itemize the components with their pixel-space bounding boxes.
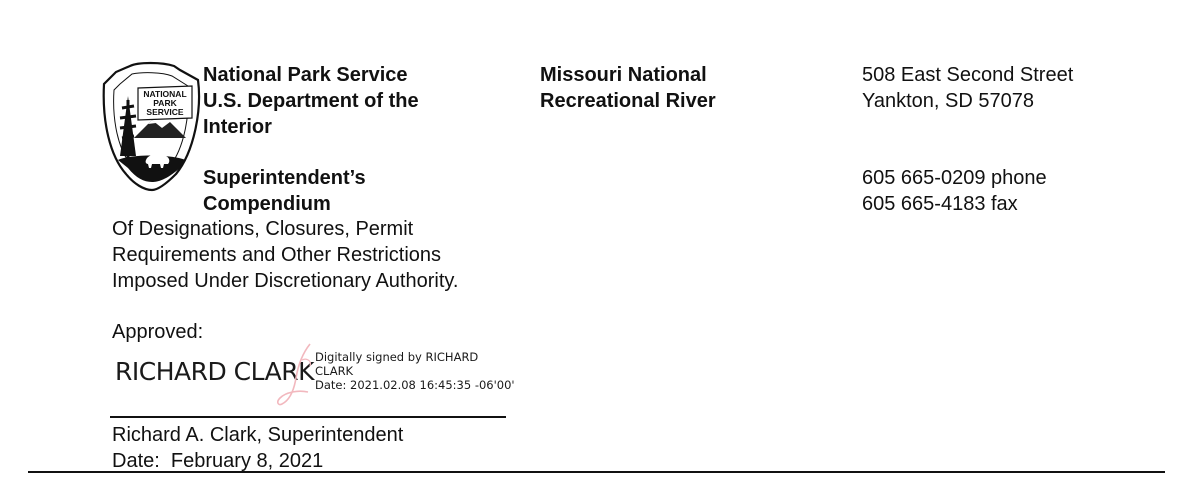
signatory-name: Richard A. Clark, Superintendent <box>112 424 404 446</box>
description-line-3: Imposed Under Discretionary Authority. <box>112 270 459 292</box>
approval-date: Date: February 8, 2021 <box>112 450 324 472</box>
org-line-3: Interior <box>203 116 272 138</box>
description-line-2: Requirements and Other Restrictions <box>112 244 442 266</box>
signature-detail-line-2: CLARK <box>315 364 354 378</box>
organization-header <box>203 62 419 140</box>
org-line-1: National Park Service <box>203 64 408 86</box>
compendium-title-line-1: Superintendent’s <box>203 167 366 189</box>
logo-line-2: PARK <box>153 98 177 108</box>
org-line-2: U.S. Department of the <box>203 90 419 112</box>
address-line-1: 508 East Second Street <box>862 64 1074 86</box>
park-name <box>540 62 716 114</box>
logo-line-1: NATIONAL <box>143 89 187 99</box>
phone-number: 605 665-0209 phone <box>862 167 1047 189</box>
address-block <box>862 62 1073 114</box>
signature-line <box>110 416 506 418</box>
description-line-1: Of Designations, Closures, Permit <box>112 218 414 240</box>
signature-name: RICHARD CLARK <box>115 357 314 386</box>
compendium-title-line-2: Compendium <box>203 193 331 215</box>
park-line-2: Recreational River <box>540 90 716 112</box>
footer-rule <box>28 471 1165 473</box>
compendium-description <box>112 216 458 294</box>
signature-detail-line-3: Date: 2021.02.08 16:45:35 -06'00' <box>315 378 515 392</box>
address-line-2: Yankton, SD 57078 <box>862 90 1034 112</box>
signatory-block <box>112 422 403 474</box>
nps-arrowhead-icon <box>100 60 204 192</box>
logo-line-3: SERVICE <box>146 107 184 117</box>
park-line-1: Missouri National <box>540 64 707 86</box>
approved-label: Approved: <box>112 321 204 343</box>
compendium-title <box>203 165 366 217</box>
signature-detail-line-1: Digitally signed by RICHARD <box>315 350 479 364</box>
contact-numbers <box>862 165 1047 217</box>
digital-signature-details <box>315 350 515 392</box>
fax-number: 605 665-4183 fax <box>862 193 1018 215</box>
